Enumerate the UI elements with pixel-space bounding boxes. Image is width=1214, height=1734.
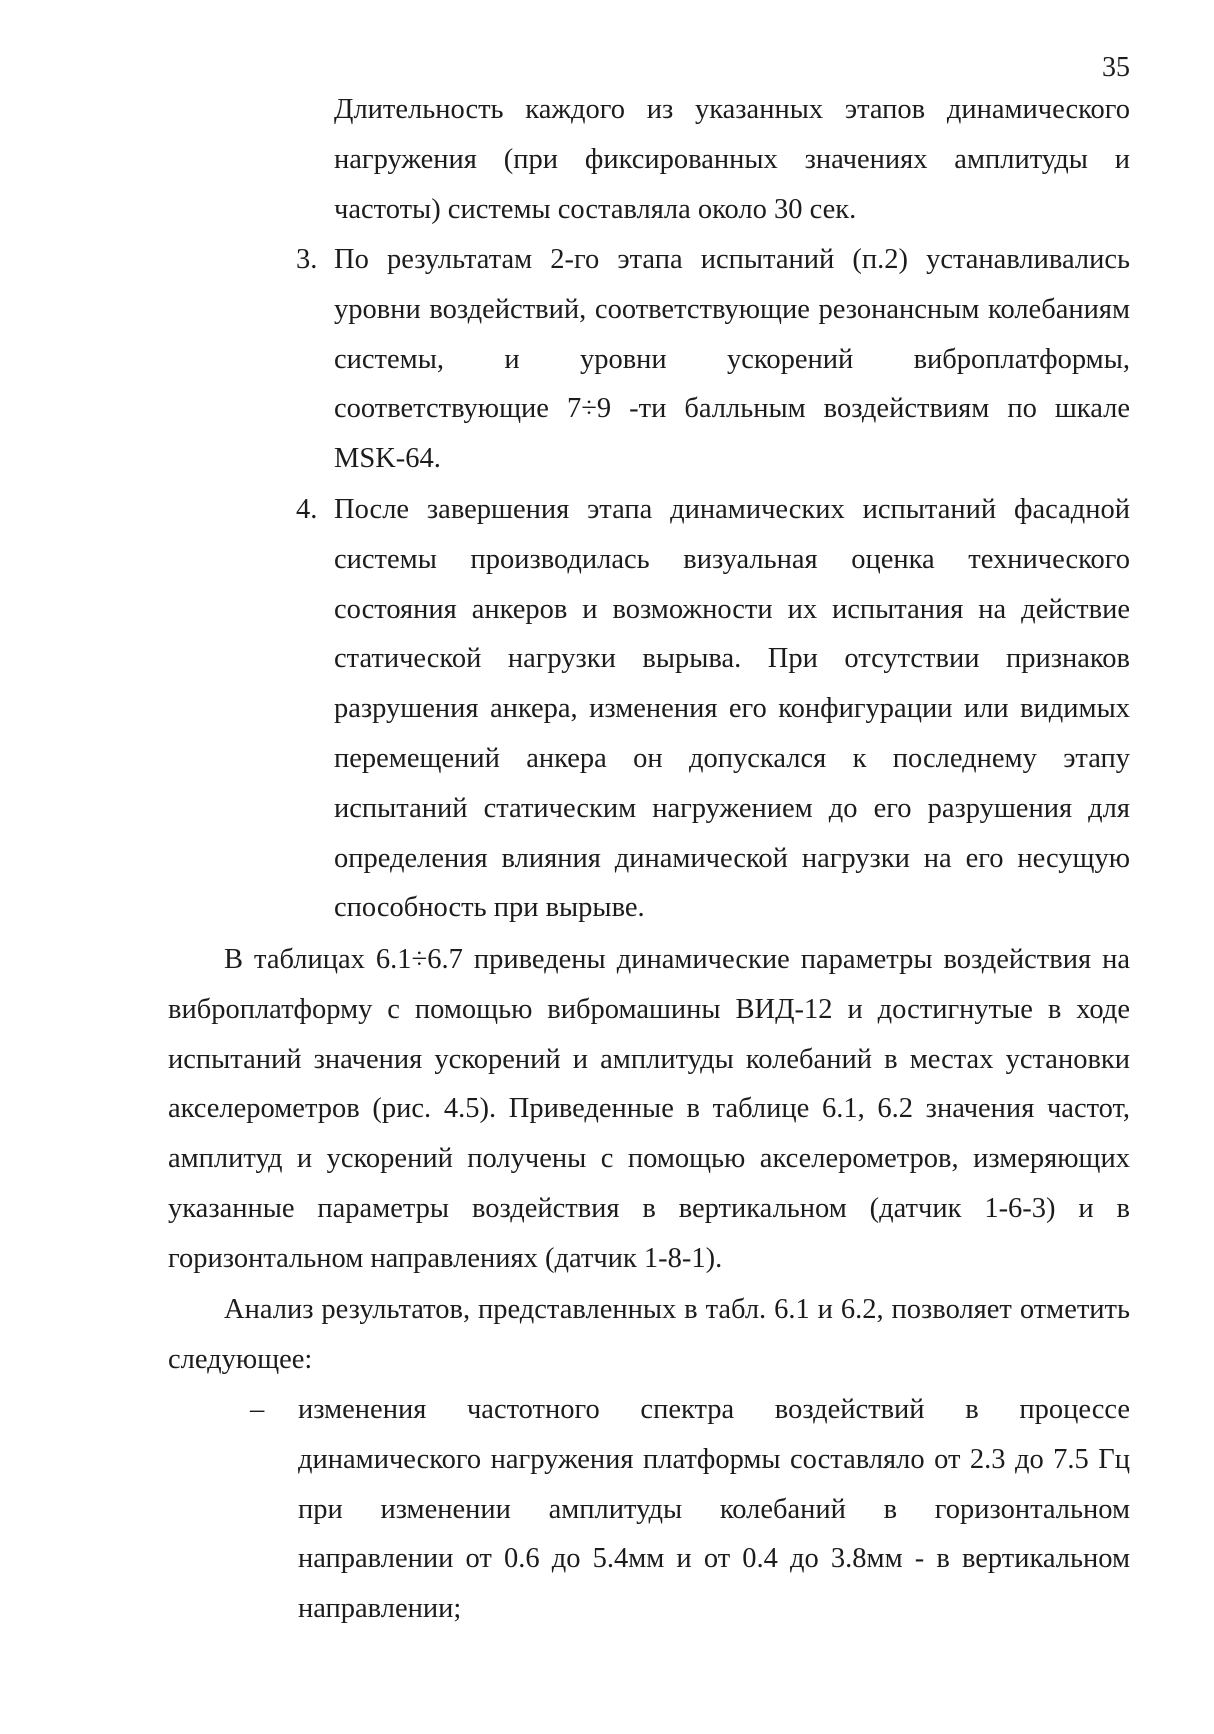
paragraph-analysis-intro: Анализ результатов, представленных в табл. 6.1 и 6.2, позволяет отметить следующее: [168,1294,1130,1375]
list-item-4-text: После завершения этапа динамических испытаний фасадной системы производилась визуальная оценка технического состояния анкеров и возможности их испытания на действие статической нагрузки вырыва. При отсутствии признаков разрушения анкера, изменения его конфигурации или видимых перемещений анкера он допускался к последнему этапу испытаний статическим нагружением до его разрушения для определения влияния динамической нагрузки на его несущую способность при вырыве. [334,494,1130,924]
bullet-item-text: изменения частотного спектра воздействий в процессе динамического нагружения платформы составляло от 2.3 до 7.5 Гц при изменении амплитуды колебаний в горизонтальном направлении от 0.6 до 5.4мм и от 0.4 до 3.8мм - в вертикальном направлении; [298,1394,1130,1625]
list-item-4-marker: 4. [296,494,318,525]
list-item-3-marker: 3. [296,244,318,275]
list-item-3-text: По результатам 2-го этапа испытаний (п.2) устанавливались уровни воздействий, соответствующие резонансным колебаниям системы, и уровни ускорений виброплатформы, соответствующие 7÷9 -ти балльным воздействиям по шкале MSK-64. [334,244,1130,475]
page-number: 35 [1102,52,1130,83]
list-continuation-text: Длительность каждого из указанных этапов динамического нагружения (при фиксированных значениях амплитуды и частоты) системы составляла около 30 сек. [334,94,1130,225]
bullet-item-marker: – [250,1394,265,1425]
paragraph-tables-description: В таблицах 6.1÷6.7 приведены динамические параметры воздействия на виброплатформу с помощью вибромашины ВИД-12 и достигнутые в ходе испытаний значения ускорений и амплитуды колебаний в местах установки акселерометров (рис. 4.5). Приведенные в таблице 6.1, 6.2 значения частот, амплитуд и ускорений получены с помощью акселерометров, измеряющих указанные параметры воздействия в вертикальном (датчик 1-6-3) и в горизонтальном направлениях (датчик 1-8-1). [168,944,1130,1274]
